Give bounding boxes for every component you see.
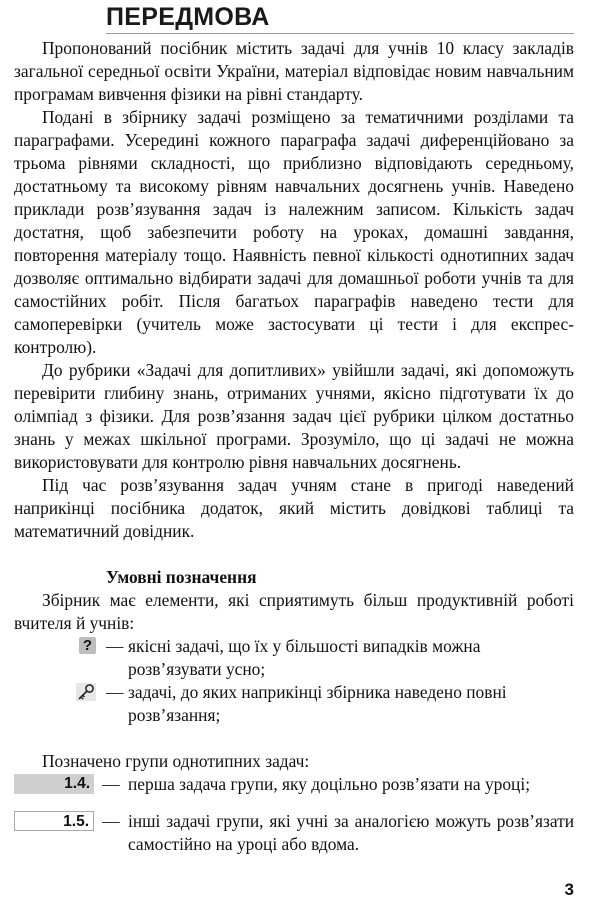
legend-dash: — (106, 636, 124, 656)
page-title-block (106, 2, 574, 34)
number-badge-first: 1.4. (14, 774, 94, 794)
group-item-text: інші задачі групи, які учні за аналогією можуть розв’язати самостійно на уроці або вдома. (128, 811, 574, 854)
legend-item-text: задачі, до яких наприкінці збірника наведено повні розв’язання; (128, 682, 507, 725)
group-dash: — (102, 811, 120, 831)
legend-dash: — (106, 682, 124, 702)
paragraph-structure: Подані в збірнику задачі розміщено за тематичними розділами та параграфами. Усередині кожного параграфа задачі диференційовано за трьома рівнями складності, що приблизно відповідають середньому, достатньому та високому рівням навчальних досягнень учнів. Наведено приклади розв’язування задач із належним записом. Кількість задач достатня, щоб забезпечити роботу на уроках, домашні завдання, повторення матеріалу тощо. Наявність певної кількості однотипних задач дозволяє оптимально відбирати задачі для домашньої роботи учнів та для самостійних робіт. Після багатьох параграфів наведено тести для самоперевірки (учитель може застосувати ці тести і для експрес-контролю). (14, 107, 574, 357)
group-item-other (14, 810, 574, 856)
spacer (14, 796, 574, 810)
main-text (14, 37, 574, 856)
paragraph-rubric: До рубрики «Задачі для допитливих» увійшли задачі, які допоможуть перевірити глибину знань, отриманих учнями, якісно підготувати їх до олімпіад з фізики. Для розв’язання задач цієї рубрики цілком достатньо знань у межах шкільної програми. Зрозуміло, що ці задачі не можна використовувати для контролю рівня навчальних досягнень. (14, 360, 574, 472)
legend-item-question (14, 635, 574, 681)
paragraph-intro: Пропонований посібник містить задачі для учнів 10 класу закладів загальної середньої освіти України, матеріал відповідає новим навчальним програмам вивчення фізики на рівні стандарту. (14, 38, 574, 104)
question-mark-icon: ? (79, 637, 96, 654)
legend-item-key (14, 681, 574, 727)
key-icon (76, 683, 96, 701)
group-item-first (14, 773, 574, 796)
legend-heading: Умовні позначення (106, 567, 257, 587)
spacer (14, 727, 574, 750)
groups-intro: Позначено групи однотипних задач: (42, 751, 310, 771)
number-badge-other: 1.5. (14, 811, 94, 831)
group-item-text: перша задача групи, яку доцільно розв’язати на уроці; (128, 774, 531, 794)
group-dash: — (102, 774, 120, 794)
spacer (14, 543, 574, 566)
page-title: ПЕРЕДМОВА (106, 3, 270, 31)
legend-item-text: якісні задачі, що їх у більшості випадків можна розв’язувати усно; (128, 636, 481, 679)
legend-intro: Збірник має елементи, які сприятимуть більш продуктивній роботі вчителя й учнів: (14, 590, 574, 633)
paragraph-appendix: Під час розв’язування задач учням стане в пригоді наведений наприкінці посібника додаток, який містить довідкові таблиці та математичний довідник. (14, 475, 574, 541)
page-number: 3 (564, 880, 574, 899)
title-rule (106, 33, 574, 34)
